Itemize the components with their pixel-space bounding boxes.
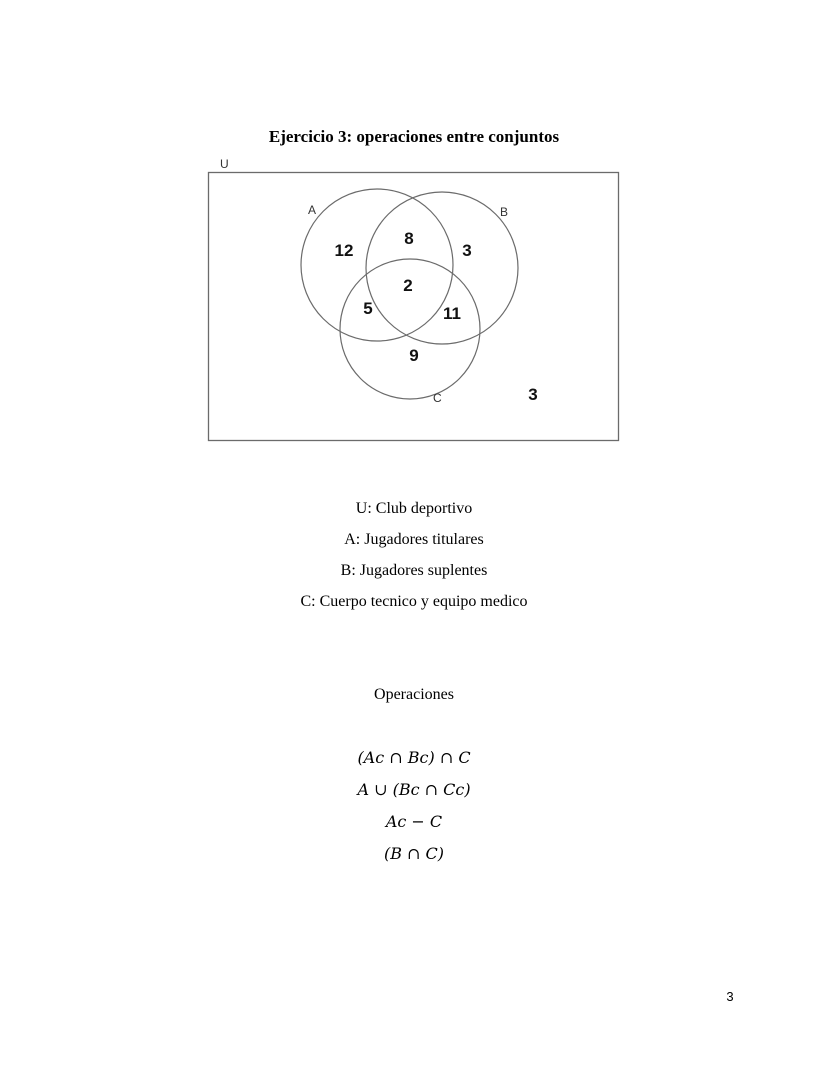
region-a-b-c: 2 [403, 276, 413, 295]
region-outside: 3 [528, 385, 538, 404]
page-number: 3 [726, 989, 734, 1004]
legend-universe: U: Club deportivo [355, 500, 473, 517]
region-a-and-c: 5 [363, 299, 373, 318]
region-b-and-c: 11 [443, 304, 461, 323]
legend-set-c: C: Cuerpo tecnico y equipo medico [300, 593, 528, 610]
operation-4: (B ∩ C) [383, 844, 445, 863]
set-c-label: C [433, 391, 442, 405]
set-b-label: B [500, 205, 509, 219]
set-a-label: A [308, 203, 317, 217]
legend-set-a: A: Jugadores titulares [344, 531, 484, 548]
operations-heading: Operaciones [374, 686, 454, 703]
operation-2: A ∪ (Bc ∩ Cc) [357, 780, 471, 799]
set-a-circle [301, 189, 453, 341]
legend-set-b: B: Jugadores suplentes [340, 562, 488, 579]
universe-rectangle [209, 173, 619, 441]
set-b-circle [366, 192, 518, 344]
universe-label: U [220, 157, 229, 171]
exercise-title: Ejercicio 3: operaciones entre conjuntos [268, 127, 560, 146]
region-a-and-b: 8 [404, 229, 414, 248]
venn-diagram [0, 0, 828, 460]
region-a-only: 12 [334, 241, 354, 260]
operation-1: (Ac ∩ Bc) ∩ C [357, 748, 471, 767]
region-c-only: 9 [409, 346, 419, 365]
region-b-only: 3 [462, 241, 472, 260]
operation-3: Ac − C [385, 812, 443, 831]
